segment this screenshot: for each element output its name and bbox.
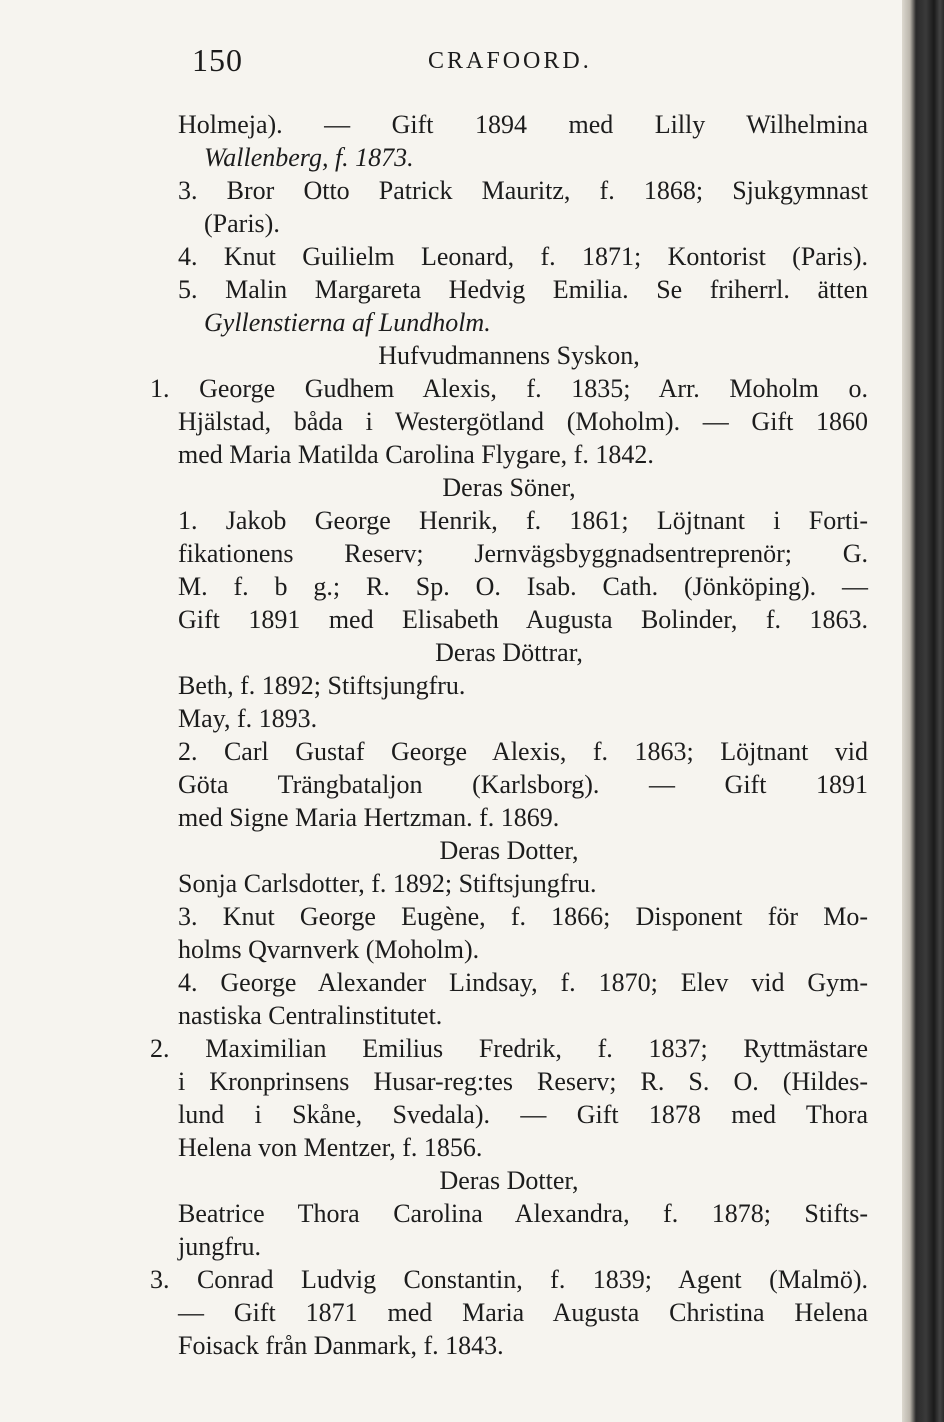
text-line: Foisack från Danmark, f. 1843.: [178, 1331, 504, 1360]
running-head: CRAFOORD.: [428, 48, 592, 74]
text-line: 2. Carl Gustaf George Alexis, f. 1863; Löjtnant vid: [178, 737, 868, 766]
text-line: Beth, f. 1892; Stiftsjungfru.: [178, 671, 466, 700]
text-line: May, f. 1893.: [178, 704, 318, 733]
text-line: 2. Maximilian Emilius Fredrik, f. 1837; Ryttmästare: [150, 1034, 868, 1063]
section-heading: Deras Dotter,: [439, 836, 579, 865]
text-line: i Kronprinsens Husar-reg:tes Reserv; R. S. O. (Hildes-: [178, 1067, 868, 1096]
text-line: Göta Trängbataljon (Karlsborg). — Gift 1891: [178, 770, 868, 799]
genealogy-text: [150, 108, 868, 1362]
text-line: 3. Bror Otto Patrick Mauritz, f. 1868; Sjukgymnast: [178, 176, 868, 205]
text-line: Helena von Mentzer, f. 1856.: [178, 1133, 483, 1162]
text-line: Sonja Carlsdotter, f. 1892; Stiftsjungfru.: [178, 869, 597, 898]
text-line: med Maria Matilda Carolina Flygare, f. 1842.: [178, 440, 654, 469]
text-line: — Gift 1871 med Maria Augusta Christina Helena: [178, 1298, 868, 1327]
text-line: (Paris).: [204, 209, 280, 238]
text-line: Hjälstad, båda i Westergötland (Moholm). — Gift 1860: [178, 407, 868, 436]
text-line: 3. Knut George Eugène, f. 1866; Disponent för Mo-: [178, 902, 868, 931]
text-line: holms Qvarnverk (Moholm).: [178, 935, 480, 964]
text-line: 1. George Gudhem Alexis, f. 1835; Arr. Moholm o.: [150, 374, 868, 403]
section-heading: Deras Söner,: [442, 473, 576, 502]
text-line: 5. Malin Margareta Hedvig Emilia. Se friherrl. ätten: [178, 275, 868, 304]
text-line: 1. Jakob George Henrik, f. 1861; Löjtnant i Forti-: [178, 506, 868, 535]
section-heading: Deras Döttrar,: [435, 638, 583, 667]
text-line: nastiska Centralinstitutet.: [178, 1001, 443, 1030]
text-line: jungfru.: [178, 1232, 262, 1261]
page-number: 150: [192, 42, 243, 78]
section-heading: Hufvudmannens Syskon,: [378, 341, 640, 370]
text-line: Holmeja). — Gift 1894 med Lilly Wilhelmina: [178, 110, 868, 139]
text-line: med Signe Maria Hertzman. f. 1869.: [178, 803, 560, 832]
text-line: lund i Skåne, Svedala). — Gift 1878 med Thora: [178, 1100, 868, 1129]
text-line: Wallenberg, f. 1873.: [204, 143, 414, 172]
text-line: Gyllenstierna af Lundholm.: [204, 308, 491, 337]
page-header: [192, 42, 852, 82]
text-line: fikationens Reserv; Jernvägsbyggnadsentreprenör; G.: [178, 539, 868, 568]
text-line: 3. Conrad Ludvig Constantin, f. 1839; Agent (Malmö).: [150, 1265, 868, 1294]
text-line: M. f. b g.; R. Sp. O. Isab. Cath. (Jönköping). —: [178, 572, 868, 601]
text-line: Gift 1891 med Elisabeth Augusta Bolinder, f. 1863.: [178, 605, 868, 634]
text-line: 4. George Alexander Lindsay, f. 1870; Elev vid Gym-: [178, 968, 868, 997]
text-line: 4. Knut Guilielm Leonard, f. 1871; Kontorist (Paris).: [178, 242, 868, 271]
book-spine-shadow: [902, 0, 944, 1422]
text-line: Beatrice Thora Carolina Alexandra, f. 1878; Stifts-: [178, 1199, 868, 1228]
section-heading: Deras Dotter,: [439, 1166, 579, 1195]
